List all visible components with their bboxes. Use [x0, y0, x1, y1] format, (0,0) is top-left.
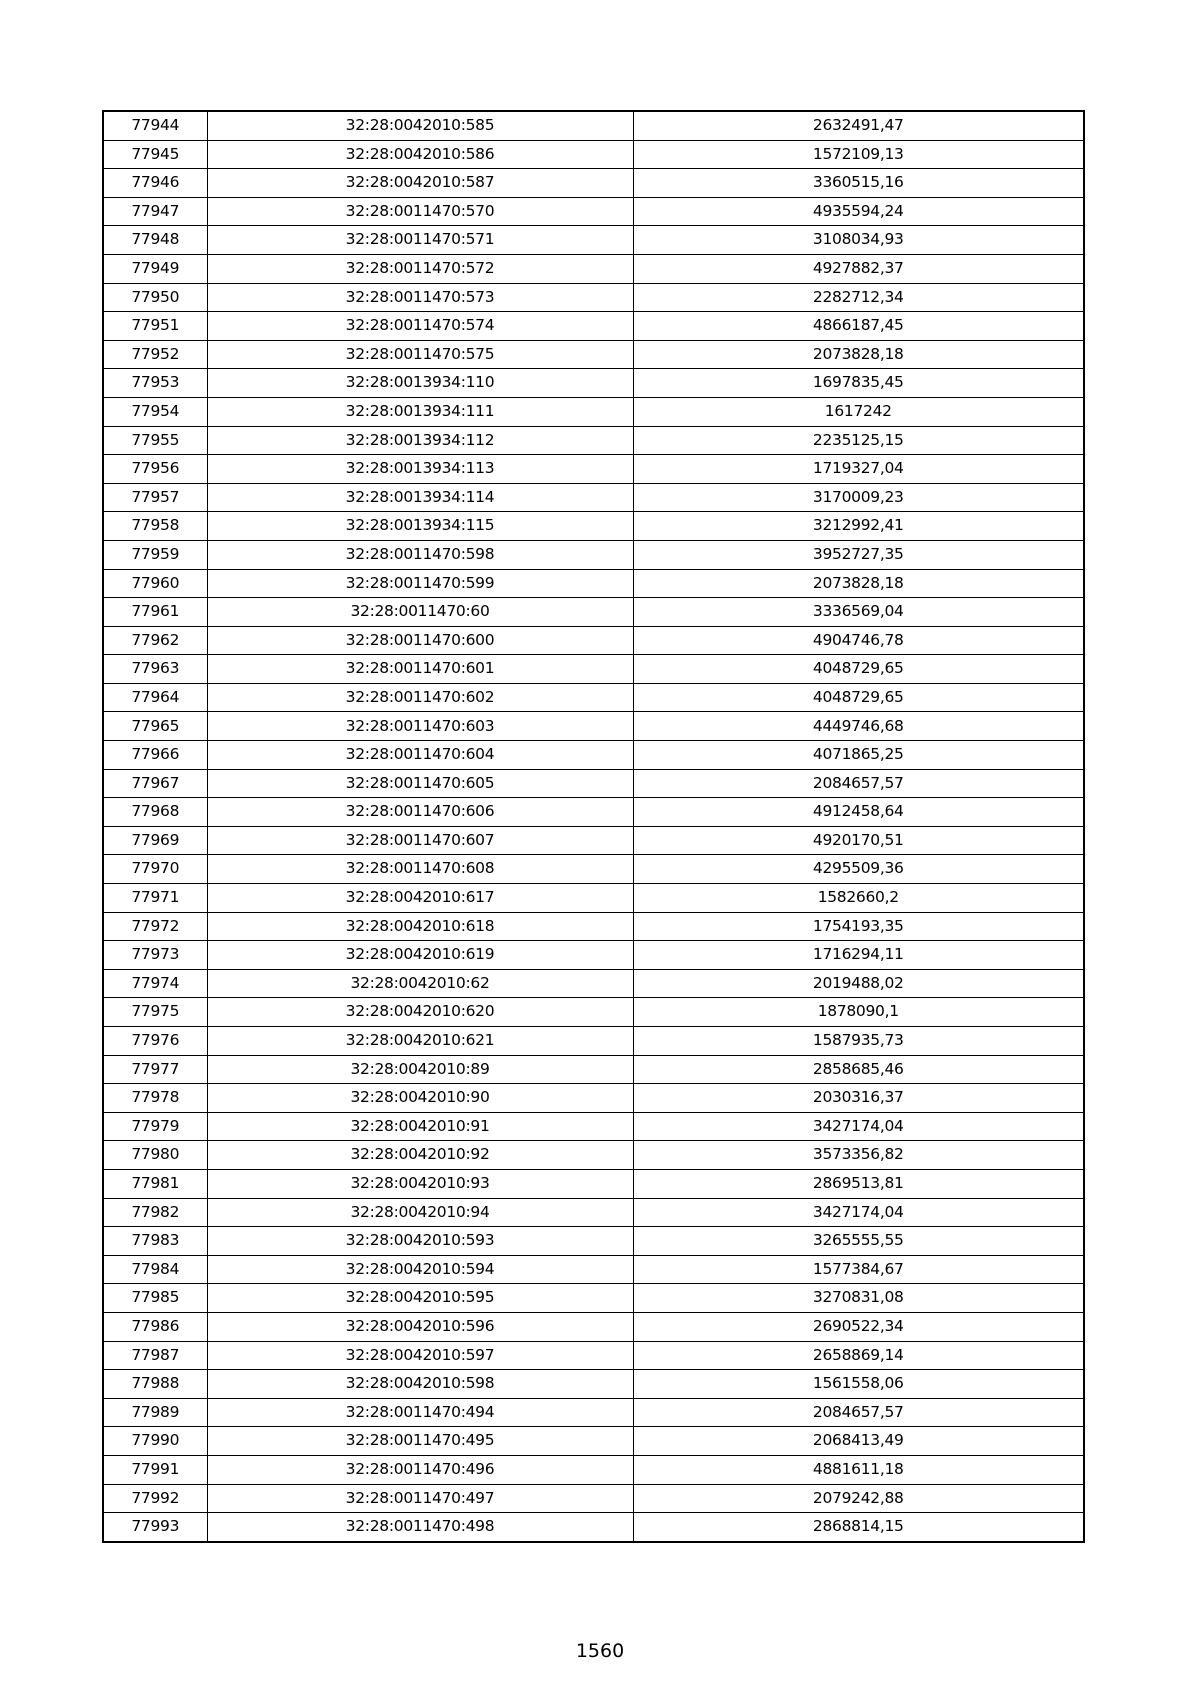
table-row	[103, 683, 1084, 712]
value-cell: 4866187,45	[633, 312, 1084, 341]
cadastral-number-cell: 32:28:0011470:607	[207, 826, 633, 855]
value-cell: 3573356,82	[633, 1141, 1084, 1170]
row-number-cell: 77951	[103, 312, 207, 341]
row-number-cell: 77946	[103, 169, 207, 198]
value-cell: 3360515,16	[633, 169, 1084, 198]
table-row	[103, 1112, 1084, 1141]
cadastral-number-cell: 32:28:0011470:604	[207, 741, 633, 770]
value-cell: 4927882,37	[633, 254, 1084, 283]
table-row	[103, 998, 1084, 1027]
table-row	[103, 1370, 1084, 1399]
row-number-cell: 77966	[103, 741, 207, 770]
cadastral-number-cell: 32:28:0013934:114	[207, 483, 633, 512]
table-row	[103, 884, 1084, 913]
value-cell: 1719327,04	[633, 455, 1084, 484]
cadastral-number-cell: 32:28:0011470:574	[207, 312, 633, 341]
table-row	[103, 1284, 1084, 1313]
value-cell: 1577384,67	[633, 1255, 1084, 1284]
value-cell: 1697835,45	[633, 369, 1084, 398]
value-cell: 4935594,24	[633, 197, 1084, 226]
value-cell: 3212992,41	[633, 512, 1084, 541]
value-cell: 2868814,15	[633, 1513, 1084, 1542]
value-cell: 4920170,51	[633, 826, 1084, 855]
cadastral-number-cell: 32:28:0042010:91	[207, 1112, 633, 1141]
table-row	[103, 397, 1084, 426]
page-number: 1560	[575, 1640, 625, 1662]
row-number-cell: 77983	[103, 1227, 207, 1256]
row-number-cell: 77980	[103, 1141, 207, 1170]
value-cell: 2019488,02	[633, 969, 1084, 998]
value-cell: 3270831,08	[633, 1284, 1084, 1313]
cadastral-number-cell: 32:28:0042010:596	[207, 1312, 633, 1341]
value-cell: 3427174,04	[633, 1198, 1084, 1227]
value-cell: 4048729,65	[633, 683, 1084, 712]
row-number-cell: 77988	[103, 1370, 207, 1399]
table-row	[103, 369, 1084, 398]
table-row	[103, 426, 1084, 455]
table-row	[103, 1198, 1084, 1227]
value-cell: 2690522,34	[633, 1312, 1084, 1341]
row-number-cell: 77949	[103, 254, 207, 283]
value-cell: 1716294,11	[633, 941, 1084, 970]
table-row	[103, 140, 1084, 169]
row-number-cell: 77947	[103, 197, 207, 226]
cadastral-number-cell: 32:28:0011470:496	[207, 1455, 633, 1484]
cadastral-number-cell: 32:28:0042010:94	[207, 1198, 633, 1227]
value-cell: 2632491,47	[633, 111, 1084, 140]
row-number-cell: 77993	[103, 1513, 207, 1542]
table-row	[103, 483, 1084, 512]
table-row	[103, 226, 1084, 255]
cadastral-number-cell: 32:28:0042010:587	[207, 169, 633, 198]
value-cell: 2869513,81	[633, 1169, 1084, 1198]
row-number-cell: 77963	[103, 655, 207, 684]
value-cell: 2030316,37	[633, 1084, 1084, 1113]
registry-table	[102, 110, 1085, 1543]
cadastral-number-cell: 32:28:0042010:594	[207, 1255, 633, 1284]
table-row	[103, 111, 1084, 140]
cadastral-number-cell: 32:28:0013934:115	[207, 512, 633, 541]
table-row	[103, 741, 1084, 770]
value-cell: 4881611,18	[633, 1455, 1084, 1484]
row-number-cell: 77962	[103, 626, 207, 655]
cadastral-number-cell: 32:28:0013934:113	[207, 455, 633, 484]
table-row	[103, 1427, 1084, 1456]
table-row	[103, 1341, 1084, 1370]
table-row	[103, 598, 1084, 627]
row-number-cell: 77973	[103, 941, 207, 970]
value-cell: 3108034,93	[633, 226, 1084, 255]
cadastral-number-cell: 32:28:0013934:110	[207, 369, 633, 398]
row-number-cell: 77987	[103, 1341, 207, 1370]
table-row	[103, 1484, 1084, 1513]
cadastral-number-cell: 32:28:0042010:595	[207, 1284, 633, 1313]
table-row	[103, 912, 1084, 941]
cadastral-number-cell: 32:28:0011470:573	[207, 283, 633, 312]
value-cell: 3952727,35	[633, 540, 1084, 569]
value-cell: 3170009,23	[633, 483, 1084, 512]
value-cell: 1754193,35	[633, 912, 1084, 941]
value-cell: 3336569,04	[633, 598, 1084, 627]
cadastral-number-cell: 32:28:0042010:621	[207, 1027, 633, 1056]
table-row	[103, 1455, 1084, 1484]
cadastral-number-cell: 32:28:0011470:60	[207, 598, 633, 627]
row-number-cell: 77972	[103, 912, 207, 941]
table-row	[103, 1398, 1084, 1427]
row-number-cell: 77944	[103, 111, 207, 140]
cadastral-number-cell: 32:28:0011470:600	[207, 626, 633, 655]
value-cell: 2084657,57	[633, 769, 1084, 798]
table-row	[103, 197, 1084, 226]
table-row	[103, 1141, 1084, 1170]
table-row	[103, 655, 1084, 684]
row-number-cell: 77968	[103, 798, 207, 827]
value-cell: 4912458,64	[633, 798, 1084, 827]
table-row	[103, 1312, 1084, 1341]
cadastral-number-cell: 32:28:0042010:93	[207, 1169, 633, 1198]
cadastral-number-cell: 32:28:0011470:494	[207, 1398, 633, 1427]
cadastral-number-cell: 32:28:0042010:89	[207, 1055, 633, 1084]
cadastral-number-cell: 32:28:0011470:570	[207, 197, 633, 226]
row-number-cell: 77979	[103, 1112, 207, 1141]
value-cell: 2073828,18	[633, 340, 1084, 369]
value-cell: 1878090,1	[633, 998, 1084, 1027]
cadastral-number-cell: 32:28:0042010:620	[207, 998, 633, 1027]
value-cell: 2073828,18	[633, 569, 1084, 598]
table-row	[103, 798, 1084, 827]
row-number-cell: 77991	[103, 1455, 207, 1484]
row-number-cell: 77961	[103, 598, 207, 627]
row-number-cell: 77981	[103, 1169, 207, 1198]
value-cell: 2235125,15	[633, 426, 1084, 455]
table-row	[103, 1255, 1084, 1284]
cadastral-number-cell: 32:28:0011470:572	[207, 254, 633, 283]
row-number-cell: 77965	[103, 712, 207, 741]
cadastral-number-cell: 32:28:0011470:497	[207, 1484, 633, 1513]
cadastral-number-cell: 32:28:0042010:619	[207, 941, 633, 970]
table-row	[103, 312, 1084, 341]
table-row	[103, 169, 1084, 198]
value-cell: 4449746,68	[633, 712, 1084, 741]
cadastral-number-cell: 32:28:0011470:603	[207, 712, 633, 741]
row-number-cell: 77971	[103, 884, 207, 913]
table-row	[103, 540, 1084, 569]
cadastral-number-cell: 32:28:0042010:597	[207, 1341, 633, 1370]
value-cell: 1561558,06	[633, 1370, 1084, 1399]
row-number-cell: 77986	[103, 1312, 207, 1341]
cadastral-number-cell: 32:28:0042010:62	[207, 969, 633, 998]
cadastral-number-cell: 32:28:0011470:608	[207, 855, 633, 884]
cadastral-number-cell: 32:28:0011470:571	[207, 226, 633, 255]
table-row	[103, 340, 1084, 369]
value-cell: 2858685,46	[633, 1055, 1084, 1084]
cadastral-number-cell: 32:28:0042010:585	[207, 111, 633, 140]
cadastral-number-cell: 32:28:0011470:606	[207, 798, 633, 827]
cadastral-number-cell: 32:28:0042010:92	[207, 1141, 633, 1170]
cadastral-number-cell: 32:28:0011470:605	[207, 769, 633, 798]
row-number-cell: 77985	[103, 1284, 207, 1313]
table-row	[103, 941, 1084, 970]
row-number-cell: 77978	[103, 1084, 207, 1113]
row-number-cell: 77956	[103, 455, 207, 484]
row-number-cell: 77990	[103, 1427, 207, 1456]
value-cell: 2282712,34	[633, 283, 1084, 312]
cadastral-number-cell: 32:28:0042010:617	[207, 884, 633, 913]
table-row	[103, 969, 1084, 998]
row-number-cell: 77955	[103, 426, 207, 455]
table-row	[103, 1169, 1084, 1198]
row-number-cell: 77977	[103, 1055, 207, 1084]
table-row	[103, 1227, 1084, 1256]
row-number-cell: 77953	[103, 369, 207, 398]
row-number-cell: 77982	[103, 1198, 207, 1227]
value-cell: 4071865,25	[633, 741, 1084, 770]
row-number-cell: 77948	[103, 226, 207, 255]
table-row	[103, 626, 1084, 655]
value-cell: 1582660,2	[633, 884, 1084, 913]
table-row	[103, 1055, 1084, 1084]
table-row	[103, 254, 1084, 283]
row-number-cell: 77957	[103, 483, 207, 512]
row-number-cell: 77992	[103, 1484, 207, 1513]
value-cell: 1587935,73	[633, 1027, 1084, 1056]
value-cell: 1617242	[633, 397, 1084, 426]
cadastral-number-cell: 32:28:0013934:112	[207, 426, 633, 455]
row-number-cell: 77976	[103, 1027, 207, 1056]
row-number-cell: 77952	[103, 340, 207, 369]
table-row	[103, 455, 1084, 484]
row-number-cell: 77954	[103, 397, 207, 426]
table-row	[103, 712, 1084, 741]
cadastral-number-cell: 32:28:0011470:602	[207, 683, 633, 712]
cadastral-number-cell: 32:28:0042010:593	[207, 1227, 633, 1256]
table-row	[103, 1027, 1084, 1056]
value-cell: 3427174,04	[633, 1112, 1084, 1141]
table-row	[103, 569, 1084, 598]
cadastral-number-cell: 32:28:0011470:575	[207, 340, 633, 369]
cadastral-number-cell: 32:28:0011470:601	[207, 655, 633, 684]
row-number-cell: 77969	[103, 826, 207, 855]
cadastral-number-cell: 32:28:0013934:111	[207, 397, 633, 426]
value-cell: 1572109,13	[633, 140, 1084, 169]
row-number-cell: 77970	[103, 855, 207, 884]
row-number-cell: 77984	[103, 1255, 207, 1284]
cadastral-number-cell: 32:28:0042010:586	[207, 140, 633, 169]
row-number-cell: 77945	[103, 140, 207, 169]
cadastral-number-cell: 32:28:0011470:498	[207, 1513, 633, 1542]
value-cell: 2068413,49	[633, 1427, 1084, 1456]
table-row	[103, 855, 1084, 884]
value-cell: 4048729,65	[633, 655, 1084, 684]
value-cell: 3265555,55	[633, 1227, 1084, 1256]
row-number-cell: 77967	[103, 769, 207, 798]
row-number-cell: 77964	[103, 683, 207, 712]
row-number-cell: 77989	[103, 1398, 207, 1427]
table-row	[103, 769, 1084, 798]
row-number-cell: 77974	[103, 969, 207, 998]
value-cell: 4295509,36	[633, 855, 1084, 884]
table-row	[103, 1084, 1084, 1113]
cadastral-number-cell: 32:28:0042010:598	[207, 1370, 633, 1399]
table-row	[103, 283, 1084, 312]
cadastral-number-cell: 32:28:0042010:618	[207, 912, 633, 941]
table-row	[103, 1513, 1084, 1542]
value-cell: 2079242,88	[633, 1484, 1084, 1513]
cadastral-number-cell: 32:28:0011470:599	[207, 569, 633, 598]
cadastral-number-cell: 32:28:0011470:598	[207, 540, 633, 569]
value-cell: 2658869,14	[633, 1341, 1084, 1370]
cadastral-number-cell: 32:28:0042010:90	[207, 1084, 633, 1113]
row-number-cell: 77975	[103, 998, 207, 1027]
table-row	[103, 512, 1084, 541]
row-number-cell: 77950	[103, 283, 207, 312]
row-number-cell: 77959	[103, 540, 207, 569]
cadastral-number-cell: 32:28:0011470:495	[207, 1427, 633, 1456]
table-row	[103, 826, 1084, 855]
value-cell: 2084657,57	[633, 1398, 1084, 1427]
row-number-cell: 77960	[103, 569, 207, 598]
table-body	[103, 111, 1084, 1542]
row-number-cell: 77958	[103, 512, 207, 541]
value-cell: 4904746,78	[633, 626, 1084, 655]
